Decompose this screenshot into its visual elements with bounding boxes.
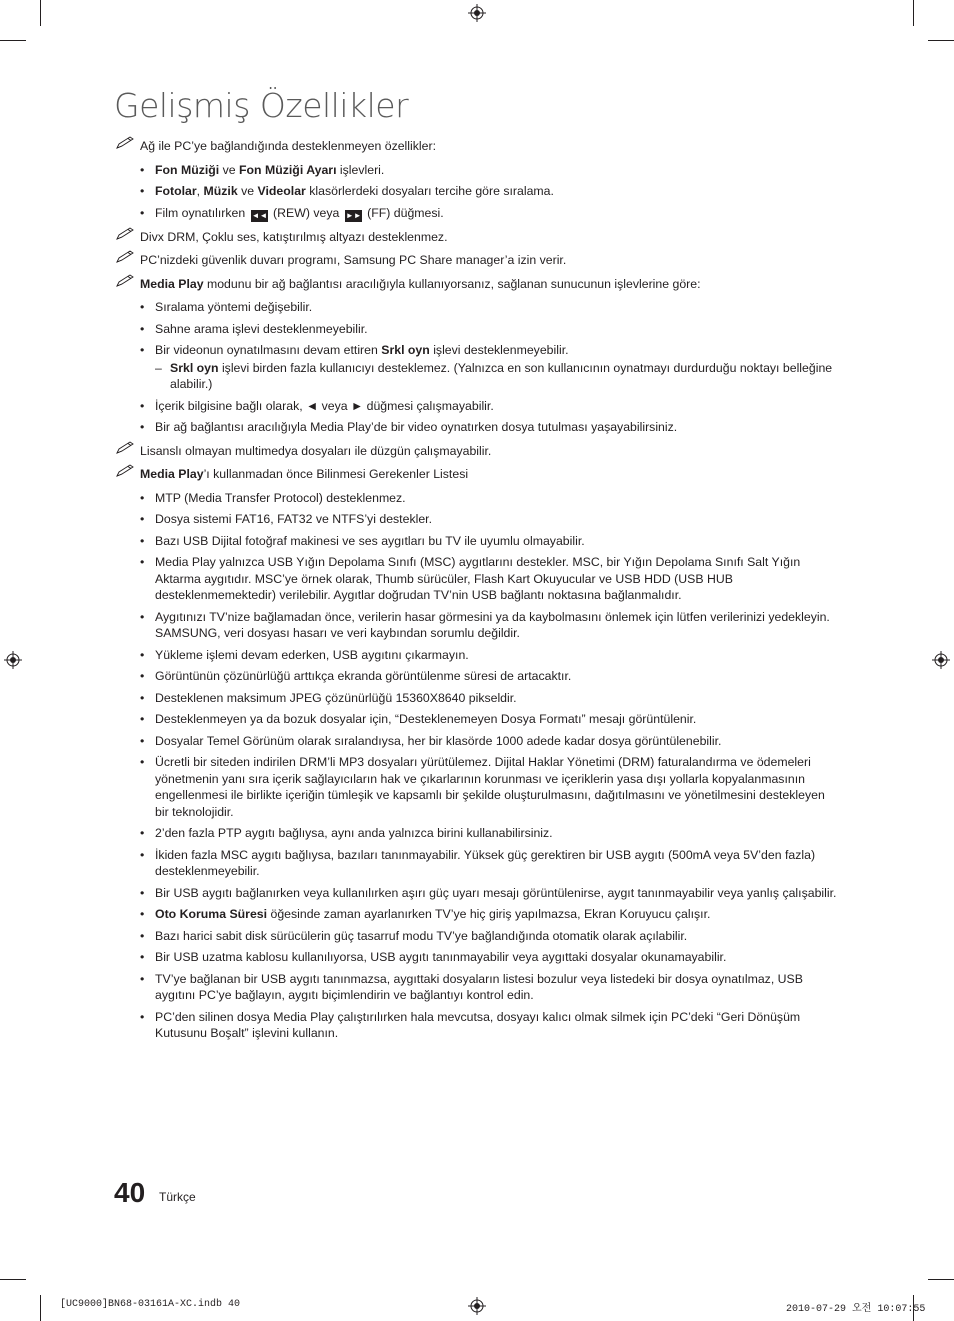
note-text: PC’nizdeki güvenlik duvarı programı, Samsung PC Share manager’a izin verir. — [140, 253, 567, 267]
crosshair-registration-icon — [468, 1297, 486, 1315]
list-item: • Bir videonun oynatılmasını devam ettiren Srkl oyn işlevi desteklenmeyebilir. — [140, 343, 569, 357]
crop-mark — [0, 40, 26, 41]
print-file-info: [UC9000]BN68-03161A-XC.indb 40 — [60, 1299, 241, 1310]
note — [116, 252, 840, 269]
page-title: Gelişmiş Özellikler — [114, 86, 409, 125]
list-item: • Ücretli bir siteden indirilen DRM’li MP3 dosyaları yürütülemez. Dijital Haklar Yönetimi (DRM) faturalandırma ve ödemeleri yönetmenin yanı sıra içerik sağlayıcıların hak ve çıkarlarının korunması ve içeriklerin yasa dışı yollarla kopyalanmasının engellenmesi ile birlikte içeriğin tümleşik ve kapsamlı bir şekilde oluşturulmasını, dağıtılmasını ve yönetilmesini destekleyen bir teknolojidir. — [140, 755, 825, 819]
list-item: • İkiden fazla MSC aygıtı bağlıysa, bazıları tanınmayabilir. Yüksek güç gerektiren bir USB aygıtı (500mA veya 5V’den fazla) desteklenmeyebilir. — [140, 847, 816, 878]
list-item: • Dosyalar Temel Görünüm olarak sıralandıysa, her bir klasörde 1000 adede kadar dosya görüntülenebilir. — [140, 733, 722, 748]
crop-mark — [913, 0, 914, 26]
note-text: Lisanslı olmayan multimedya dosyaları ile düzgün çalışmayabilir. — [140, 443, 492, 458]
pencil-note-icon — [116, 441, 136, 455]
rewind-button-icon: ◄◄ — [251, 210, 268, 220]
crop-mark — [40, 0, 41, 26]
page-content — [116, 138, 840, 1049]
list-item: • Bir USB aygıtı bağlanırken veya kullanılırken aşırı güç uyarı mesajı görüntülenirse, aygıt tanınmayabilir veya yanlış çalışabilir. — [140, 885, 837, 900]
list-item: • TV’ye bağlanan bir USB aygıtı tanınmazsa, aygıttaki dosyaların listesi bozulur veya listedeki bir dosya oynatılmaz, USB aygıtını PC’ye bağlayın, aygıtı biçimlendirin ve bağlantıyı kontrol edin. — [140, 971, 803, 1002]
note — [116, 138, 840, 155]
note — [116, 229, 840, 246]
list-item: • Görüntünün çözünürlüğü arttıkça ekranda görüntülenme süresi de artacaktır. — [140, 669, 572, 683]
fast-forward-button-icon: ►► — [345, 210, 362, 220]
crosshair-registration-icon — [4, 651, 22, 669]
pencil-note-icon — [116, 464, 136, 478]
bullet-list — [116, 162, 840, 222]
crop-mark — [928, 40, 954, 41]
crosshair-registration-icon — [468, 4, 486, 22]
pencil-note-icon — [116, 136, 136, 150]
list-item: • Bir ağ bağlantısı aracılığıyla Media Play’de bir video oynatırken dosya tutulması yaşayabilirsiniz. — [140, 420, 678, 434]
list-item: • 2’den fazla PTP aygıtı bağlıysa, aynı anda yalnızca birini kullanabilirsiniz. — [140, 826, 553, 840]
note — [116, 443, 840, 460]
crop-mark — [40, 1295, 41, 1321]
list-item: • Film oynatılırken ◄◄ (REW) veya ►► (FF) düğmesi. — [140, 205, 444, 220]
pencil-note-icon — [116, 250, 136, 264]
list-item: • PC’den silinen dosya Media Play çalıştırılırken hala mevcutsa, dosyayı kalıcı olmak silmek için PC’deki “Geri Dönüşüm Kutusunu Boşalt” işlevini kullanın. — [140, 1009, 801, 1040]
list-item: • İçerik bilgisine bağlı olarak, ◄ veya ► düğmesi çalışmayabilir. — [140, 398, 494, 413]
pencil-note-icon — [116, 227, 136, 241]
bullet-list — [116, 490, 840, 1042]
page-language: Türkçe — [159, 1190, 196, 1204]
list-item: – Srkl oyn işlevi birden fazla kullanıcıyı desteklemez. (Yalnızca en son kullanıcının oynatmayı durdurduğu noktayı belleğine alabilir.) — [155, 360, 833, 391]
bullet-list — [116, 299, 840, 436]
note: Media Play modunu bir ağ bağlantısı aracılığıyla kullanıyorsanız, sağlanan sunucunun işlevlerine göre: — [116, 276, 840, 293]
list-item: • MTP (Media Transfer Protocol) desteklenmez. — [140, 490, 406, 505]
list-item: • Media Play yalnızca USB Yığın Depolama Sınıfı (MSC) aygıtlarını destekler. MSC, bir Yığın Depolama Sınıfı Salt Yığın Aktarma aygıtıdır. MSC’ye örnek olarak, Thumb sürücüler, Flash Kart Okuyucular ve USB HDD (USB HUB desteklenmemektedir) verilebilir. Aygıtlar doğrudan TV’nin USB bağlantı noktasına bağlanmalıdır. — [140, 555, 801, 602]
note-text: Ağ ile PC’ye bağlandığında desteklenmeyen özellikler: — [140, 139, 436, 153]
list-item: • Dosya sistemi FAT16, FAT32 ve NTFS’yi destekler. — [140, 512, 432, 526]
list-item: • Yükleme işlemi devam ederken, USB aygıtını çıkarmayın. — [140, 647, 469, 662]
list-item: • Bazı harici sabit disk sürücülerin güç tasarruf modu TV’ye bağlandığında otomatik olarak açılabilir. — [140, 928, 688, 943]
list-item: • Desteklenmeyen ya da bozuk dosyalar için, “Desteklenemeyen Dosya Formatı” mesajı görüntülenir. — [140, 712, 697, 726]
pencil-note-icon — [116, 274, 136, 288]
list-item: • Aygıtınızı TV’nize bağlamadan önce, verilerin hasar görmesini ya da kaybolmasını önlemek için lütfen verilerinizi yedekleyin. SAMSUNG, veri dosyası hasarı ve veri kaybından sorumlu değildir. — [140, 609, 830, 640]
page-number: 40 — [114, 1177, 146, 1208]
list-item: • Fon Müziği ve Fon Müziği Ayarı işlevleri. — [140, 162, 385, 177]
list-item: • Bazı USB Dijital fotoğraf makinesi ve ses aygıtları bu TV ile uyumlu olmayabilir. — [140, 533, 585, 548]
crop-mark — [928, 1279, 954, 1280]
list-item: • Sıralama yöntemi değişebilir. — [140, 300, 313, 314]
crosshair-registration-icon — [932, 651, 950, 669]
crop-mark — [0, 1279, 26, 1280]
note-text: Divx DRM, Çoklu ses, katıştırılmış altyazı desteklenmez. — [140, 229, 448, 244]
list-item: • Desteklenen maksimum JPEG çözünürlüğü 15360X8640 pikseldir. — [140, 690, 517, 705]
print-timestamp: 2010-07-29 오전 10:07:55 — [786, 1304, 926, 1315]
list-item: • Sahne arama işlevi desteklenmeyebilir. — [140, 321, 368, 336]
list-item: • Bir USB uzatma kablosu kullanılıyorsa, USB aygıtı tanınmayabilir veya aygıttaki dosyalar okunamayabilir. — [140, 950, 727, 964]
list-item: • Fotolar, Müzik ve Videolar klasörlerdeki dosyaları tercihe göre sıralama. — [140, 184, 554, 198]
note: Media Play’ı kullanmadan önce Bilinmesi Gerekenler Listesi — [116, 466, 840, 483]
list-item: • Oto Koruma Süresi öğesinde zaman ayarlanırken TV’ye hiç giriş yapılmazsa, Ekran Koruyucu çalışır. — [140, 907, 711, 921]
